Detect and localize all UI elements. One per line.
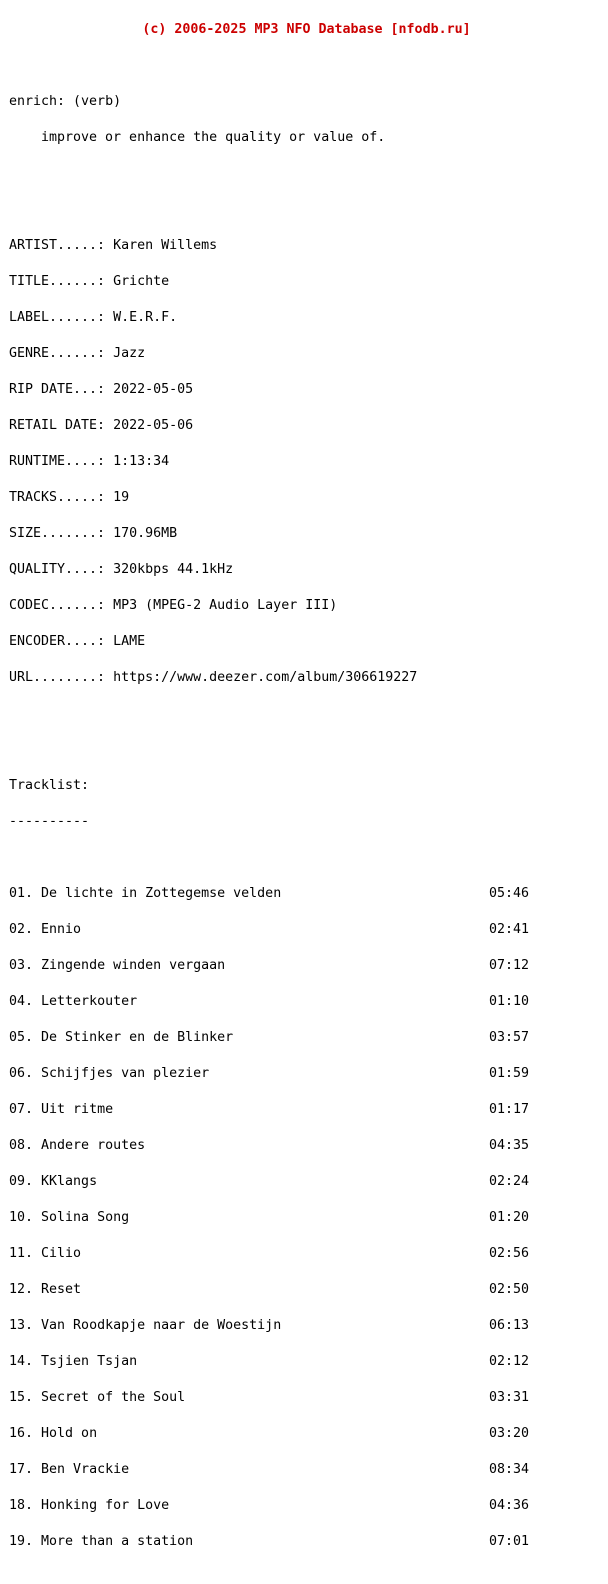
track-number: 13. <box>9 1318 42 1333</box>
info-value: Karen Willems <box>113 238 218 253</box>
tracklist <box>9 864 604 1572</box>
track-number: 15. <box>9 1390 42 1405</box>
track-duration: 01:20 <box>489 1210 530 1225</box>
track-number: 07. <box>9 1102 42 1117</box>
info-label: SIZE.......: <box>9 526 114 541</box>
track-row <box>9 960 529 972</box>
site-header: (c) 2006-2025 MP3 NFO Database [nfodb.ru] <box>142 22 471 37</box>
tracklist-heading: Tracklist: <box>9 778 90 793</box>
track-title: More than a station <box>41 1534 194 1549</box>
track-row <box>9 1464 529 1476</box>
track-row <box>9 1284 529 1296</box>
track-title: De lichte in Zottegemse velden <box>41 886 282 901</box>
track-row <box>9 1212 529 1224</box>
info-row-quality <box>9 564 604 576</box>
track-number: 01. <box>9 886 42 901</box>
track-number: 16. <box>9 1426 42 1441</box>
info-label: ENCODER....: <box>9 634 114 649</box>
track-duration: 02:41 <box>489 922 530 937</box>
track-duration: 07:01 <box>489 1534 530 1549</box>
info-label: TRACKS.....: <box>9 490 114 505</box>
track-duration: 02:24 <box>489 1174 530 1189</box>
track-number: 12. <box>9 1282 42 1297</box>
track-title: Letterkouter <box>41 994 138 1009</box>
track-duration: 01:10 <box>489 994 530 1009</box>
info-value: 19 <box>113 490 130 505</box>
info-label: RUNTIME....: <box>9 454 114 469</box>
track-title: Hold on <box>41 1426 98 1441</box>
track-duration: 03:20 <box>489 1426 530 1441</box>
nfo-document <box>9 0 604 1584</box>
info-value: MP3 (MPEG-2 Audio Layer III) <box>113 598 338 613</box>
track-row <box>9 1104 529 1116</box>
track-title: Tsjien Tsjan <box>41 1354 138 1369</box>
track-title: Andere routes <box>41 1138 146 1153</box>
track-duration: 03:57 <box>489 1030 530 1045</box>
track-number: 02. <box>9 922 42 937</box>
release-info <box>9 216 604 708</box>
track-row <box>9 1428 529 1440</box>
track-duration: 08:34 <box>489 1462 530 1477</box>
track-duration: 02:50 <box>489 1282 530 1297</box>
info-label: ARTIST.....: <box>9 238 114 253</box>
track-row <box>9 996 529 1008</box>
info-row-label <box>9 312 604 324</box>
info-value: W.E.R.F. <box>113 310 178 325</box>
track-row <box>9 1320 529 1332</box>
track-number: 06. <box>9 1066 42 1081</box>
info-row-codec <box>9 600 604 612</box>
track-duration: 04:36 <box>489 1498 530 1513</box>
info-label: GENRE......: <box>9 346 114 361</box>
info-row-size <box>9 528 604 540</box>
definition-word: enrich: (verb) <box>9 94 122 109</box>
track-duration: 03:31 <box>489 1390 530 1405</box>
track-duration: 05:46 <box>489 886 530 901</box>
info-label: TITLE......: <box>9 274 114 289</box>
track-row <box>9 1392 529 1404</box>
track-title: Van Roodkapje naar de Woestijn <box>41 1318 282 1333</box>
track-title: De Stinker en de Blinker <box>41 1030 234 1045</box>
track-number: 14. <box>9 1354 42 1369</box>
track-number: 10. <box>9 1210 42 1225</box>
track-duration: 01:59 <box>489 1066 530 1081</box>
track-number: 04. <box>9 994 42 1009</box>
info-value: https://www.deezer.com/album/306619227 <box>113 670 418 685</box>
track-duration: 02:56 <box>489 1246 530 1261</box>
track-title: Ennio <box>41 922 82 937</box>
track-row <box>9 924 529 936</box>
track-number: 05. <box>9 1030 42 1045</box>
definition-meaning: improve or enhance the quality or value of. <box>41 130 386 145</box>
track-duration: 04:35 <box>489 1138 530 1153</box>
spacer <box>9 744 604 756</box>
info-value: 170.96MB <box>113 526 178 541</box>
track-number: 17. <box>9 1462 42 1477</box>
info-row-genre <box>9 348 604 360</box>
info-value: 320kbps 44.1kHz <box>113 562 234 577</box>
track-row <box>9 888 529 900</box>
track-number: 08. <box>9 1138 42 1153</box>
info-value: LAME <box>113 634 146 649</box>
spacer <box>9 60 604 72</box>
track-row <box>9 1032 529 1044</box>
track-row <box>9 1536 529 1548</box>
track-title: KKlangs <box>41 1174 98 1189</box>
info-value: 1:13:34 <box>113 454 170 469</box>
track-number: 11. <box>9 1246 42 1261</box>
info-label: LABEL......: <box>9 310 114 325</box>
info-value: Jazz <box>113 346 146 361</box>
track-row <box>9 1068 529 1080</box>
info-label: RIP DATE...: <box>9 382 114 397</box>
track-duration: 02:12 <box>489 1354 530 1369</box>
info-row-url <box>9 672 604 684</box>
track-title: Ben Vrackie <box>41 1462 130 1477</box>
track-number: 09. <box>9 1174 42 1189</box>
tracklist-rule: ---------- <box>9 814 90 829</box>
track-number: 18. <box>9 1498 42 1513</box>
info-row-title <box>9 276 604 288</box>
track-row <box>9 1248 529 1260</box>
track-title: Secret of the Soul <box>41 1390 186 1405</box>
info-row-tracks <box>9 492 604 504</box>
track-row <box>9 1500 529 1512</box>
track-row <box>9 1176 529 1188</box>
track-title: Uit ritme <box>41 1102 114 1117</box>
info-value: 2022-05-06 <box>113 418 194 433</box>
track-number: 03. <box>9 958 42 973</box>
track-title: Reset <box>41 1282 82 1297</box>
track-number: 19. <box>9 1534 42 1549</box>
info-value: 2022-05-05 <box>113 382 194 397</box>
track-row <box>9 1140 529 1152</box>
track-title: Solina Song <box>41 1210 130 1225</box>
track-duration: 07:12 <box>489 958 530 973</box>
track-duration: 01:17 <box>489 1102 530 1117</box>
info-label: RETAIL DATE: <box>9 418 114 433</box>
track-title: Cilio <box>41 1246 82 1261</box>
info-row-retail-date <box>9 420 604 432</box>
info-label: QUALITY....: <box>9 562 114 577</box>
spacer <box>9 168 604 180</box>
track-row <box>9 1356 529 1368</box>
track-title: Schijfjes van plezier <box>41 1066 210 1081</box>
info-label: CODEC......: <box>9 598 114 613</box>
track-title: Zingende winden vergaan <box>41 958 226 973</box>
info-value: Grichte <box>113 274 170 289</box>
info-row-rip-date <box>9 384 604 396</box>
info-label: URL........: <box>9 670 114 685</box>
info-row-runtime <box>9 456 604 468</box>
track-title: Honking for Love <box>41 1498 170 1513</box>
track-duration: 06:13 <box>489 1318 530 1333</box>
info-row-encoder <box>9 636 604 648</box>
info-row-artist <box>9 240 604 252</box>
